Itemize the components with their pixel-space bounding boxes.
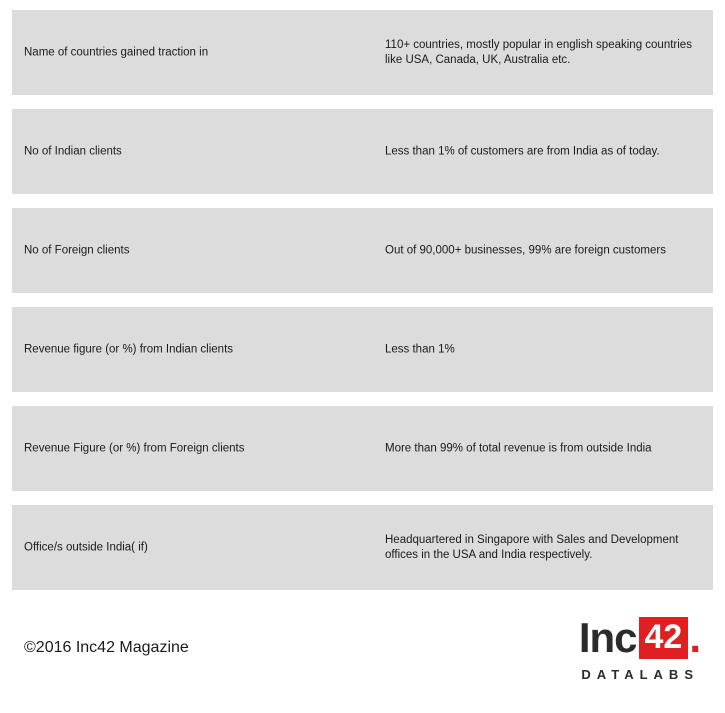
- row-value: 110+ countries, mostly popular in english speaking countries like USA, Canada, UK, Australia etc.: [385, 38, 692, 66]
- logo-subtitle: DATALABS: [581, 667, 699, 682]
- table-row: [12, 505, 713, 590]
- table-row: [12, 307, 713, 392]
- footer: [0, 603, 725, 713]
- row-value: Less than 1% of customers are from India as of today.: [385, 145, 660, 157]
- logo-inc-text: Inc: [578, 614, 637, 661]
- logo-dot: .: [689, 614, 701, 661]
- row-value: Less than 1%: [385, 343, 455, 355]
- row-label: Revenue Figure (or %) from Foreign clients: [24, 442, 245, 454]
- table-row: [12, 109, 713, 194]
- table-row: [12, 406, 713, 491]
- row-value: Out of 90,000+ businesses, 99% are foreign customers: [385, 244, 666, 256]
- row-label: Revenue figure (or %) from Indian clients: [24, 343, 234, 355]
- row-value: Headquartered in Singapore with Sales and Development offices in the USA and India respectively.: [385, 533, 679, 561]
- logo-wordmark: [579, 613, 701, 663]
- row-label: No of Foreign clients: [24, 244, 130, 256]
- row-label: No of Indian clients: [24, 145, 122, 157]
- row-label: Office/s outside India( if): [24, 541, 148, 553]
- row-label: Name of countries gained traction in: [24, 46, 209, 58]
- logo-42-badge: 42: [639, 617, 689, 659]
- inc42-datalabs-logo: [541, 613, 701, 693]
- table-row: [12, 208, 713, 293]
- row-value: More than 99% of total revenue is from outside India: [385, 442, 652, 454]
- table-row: [12, 10, 713, 95]
- copyright-text: ©2016 Inc42 Magazine: [24, 639, 189, 656]
